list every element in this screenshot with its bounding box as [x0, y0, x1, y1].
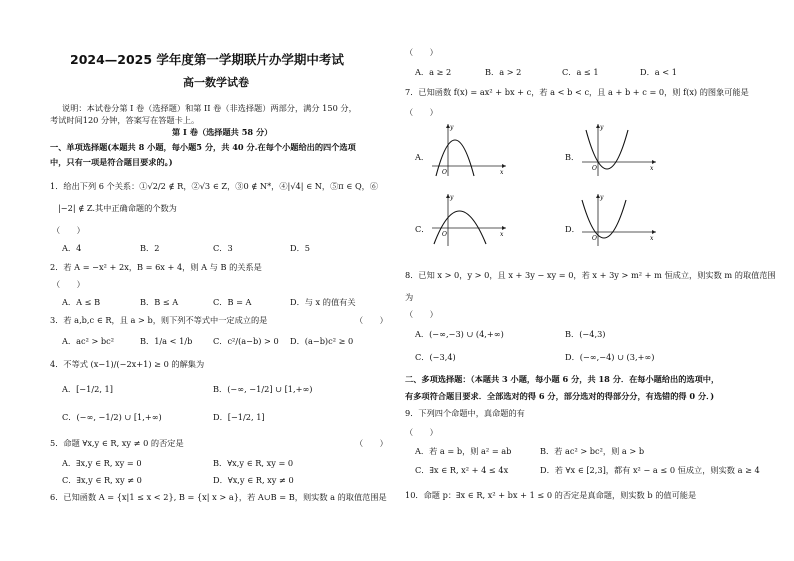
q8-option-a: A．(−∞,−3) ∪ (4,+∞): [415, 329, 504, 339]
q3-option-c: C．c²/(a−b) > 0: [213, 336, 279, 346]
q8-option-c: C．(−3,4): [415, 352, 456, 362]
q1-paren: （ ）: [52, 225, 85, 235]
q6-stem: 6．已知函数 A = {x|1 ≤ x < 2}, B = {x| x > a}，若 A∪B = B，则实数 a 的取值范围是: [50, 492, 387, 502]
q1-option-a: A．4: [62, 243, 82, 253]
q7-graph-d-y-label: y: [600, 194, 604, 201]
q5-option-b: B．∀x,y ∈ R, xy = 0: [213, 458, 294, 468]
q8-option-b: B．(−4,3): [565, 329, 606, 339]
q7-graph-d-x-label: x: [650, 235, 654, 242]
q6-option-b: B．a > 2: [485, 67, 522, 77]
q7-graph-b-x-label: x: [650, 165, 654, 172]
q7-option-a: A．: [415, 152, 430, 162]
q7-graph-d: [578, 192, 658, 248]
q2-option-a: A．A ≤ B: [62, 297, 101, 307]
q8-stem: 8．已知 x > 0，y > 0，且 x + 3y − xy = 0，若 x + 3y > m² + m 恒成立，则实数 m 的取值范围: [405, 270, 776, 280]
q7-option-b: B．: [565, 152, 580, 162]
q7-paren: （ ）: [405, 107, 438, 117]
q4-option-d: D．[−1/2, 1]: [213, 412, 265, 422]
q10-stem: 10．命题 p：∃x ∈ R, x² + bx + 1 ≤ 0 的否定是真命题，则实数 b 的值可能是: [405, 490, 697, 500]
q7-graph-c-y-label: y: [450, 194, 454, 201]
q4-stem: 4．不等式 (x−1)/(−2x+1) ≥ 0 的解集为: [50, 359, 205, 369]
q3-paren: （ ）: [355, 315, 388, 325]
q2-option-b: B．B ≤ A: [140, 297, 179, 307]
part1-heading: 第 I 卷（选择题共 58 分）: [172, 127, 273, 137]
q9-option-d: D．若 ∀x ∈ [2,3]，都有 x² − a ≤ 0 恒成立，则实数 a ≥ 4: [540, 465, 760, 475]
intro-line-2: 考试时间120 分钟，答案写在答题卡上。: [50, 115, 200, 125]
q7-graph-c: [428, 192, 508, 248]
q1-option-b: B．2: [140, 243, 160, 253]
q7-graph-b: [578, 122, 658, 178]
q3-option-d: D．(a−b)c² ≥ 0: [290, 336, 354, 346]
q7-option-d: D．: [565, 224, 580, 234]
q7-graph-c-origin: O: [442, 231, 447, 238]
q7-graph-a: [428, 122, 508, 178]
q7-graph-d-origin: O: [592, 235, 597, 242]
q8-option-d: D．(−∞,−4) ∪ (3,+∞): [565, 352, 655, 362]
q6-option-c: C．a ≤ 1: [562, 67, 599, 77]
exam-title: 2024—2025 学年度第一学期联片办学期中考试: [70, 52, 344, 67]
q1-stem-2: |−2| ∉ Z.其中正确命题的个数为: [58, 203, 177, 213]
q9-option-c: C．∃x ∈ R, x² + 4 ≤ 4x: [415, 465, 509, 475]
q6-option-d: D．a < 1: [640, 67, 677, 77]
q7-graph-a-origin: O: [442, 169, 447, 176]
q4-option-b: B．(−∞, −1/2] ∪ [1,+∞): [213, 384, 313, 394]
q5-stem: 5．命题 ∀x,y ∈ R, xy ≠ 0 的否定是: [50, 438, 184, 448]
q6-option-a: A．a ≥ 2: [415, 67, 452, 77]
q7-graph-b-y-label: y: [600, 124, 604, 131]
q7-stem: 7．已知函数 f(x) = ax² + bx + c，若 a < b < c，且 a + b + c = 0，则 f(x) 的图象可能是: [405, 87, 749, 97]
q2-option-c: C．B = A: [213, 297, 252, 307]
q2-option-d: D．与 x 的值有关: [290, 297, 356, 307]
q7-graph-b-origin: O: [592, 165, 597, 172]
q5-option-d: D．∀x,y ∈ R, xy ≠ 0: [213, 475, 294, 485]
exam-subtitle: 高一数学试卷: [183, 76, 249, 89]
q2-paren: （ ）: [52, 279, 85, 289]
q6-paren: （ ）: [405, 47, 438, 57]
intro-line-1: 说明：本试卷分第 I 卷（选择题）和第 II 卷（非选择题）两部分，满分 150 分，: [62, 103, 357, 113]
q4-option-c: C．(−∞, −1/2) ∪ [1,+∞): [62, 412, 162, 422]
q1-stem: 1．给出下列 6 个关系：①√2/2 ∉ R，②√3 ∈ Z，③0 ∉ N*，④|√4| ∈ N，⑤π ∈ Q，⑥: [50, 181, 379, 191]
q7-graph-c-x-label: x: [500, 231, 504, 238]
section2-line-1: 二、多项选择题：（本题共 3 小题，每小题 6 分，共 18 分．在每小题给出的选项中，: [405, 374, 720, 384]
q4-option-a: A．[−1/2, 1]: [62, 384, 113, 394]
q9-paren: （ ）: [405, 427, 438, 437]
q8-stem-2: 为: [405, 292, 414, 302]
q9-option-b: B．若 ac² > bc²，则 a > b: [540, 446, 645, 456]
q7-option-c: C．: [415, 224, 430, 234]
q3-stem: 3．若 a,b,c ∈ R，且 a > b，则下列不等式中一定成立的是: [50, 315, 268, 325]
q9-stem: 9．下列四个命题中，真命题的有: [405, 408, 525, 418]
q8-paren: （ ）: [405, 309, 438, 319]
q3-option-b: B．1/a < 1/b: [140, 336, 193, 346]
q1-option-d: D．5: [290, 243, 310, 253]
q5-option-c: C．∃x,y ∈ R, xy ≠ 0: [62, 475, 142, 485]
q2-stem: 2．若 A = −x² + 2x，B = 6x + 4，则 A 与 B 的关系是: [50, 262, 262, 272]
q7-graph-a-x-label: x: [500, 169, 504, 176]
q5-option-a: A．∃x,y ∈ R, xy = 0: [62, 458, 142, 468]
section1-line-1: 一、单项选择题(本题共 8 小题，每小题5 分，共 40 分.在每个小题给出的四个选项: [50, 142, 356, 152]
section2-line-2: 有多项符合题目要求．全部选对的得 6 分，部分选对的得部分分，有选错的得 0 分．): [405, 391, 715, 401]
q7-graph-a-y-label: y: [450, 124, 454, 131]
q1-option-c: C．3: [213, 243, 233, 253]
q9-option-a: A．若 a = b，则 a² = ab: [415, 446, 512, 456]
q5-paren: （ ）: [355, 438, 388, 448]
q3-option-a: A．ac² > bc²: [62, 336, 115, 346]
section1-line-2: 中，只有一项是符合题目要求的。): [50, 157, 173, 167]
